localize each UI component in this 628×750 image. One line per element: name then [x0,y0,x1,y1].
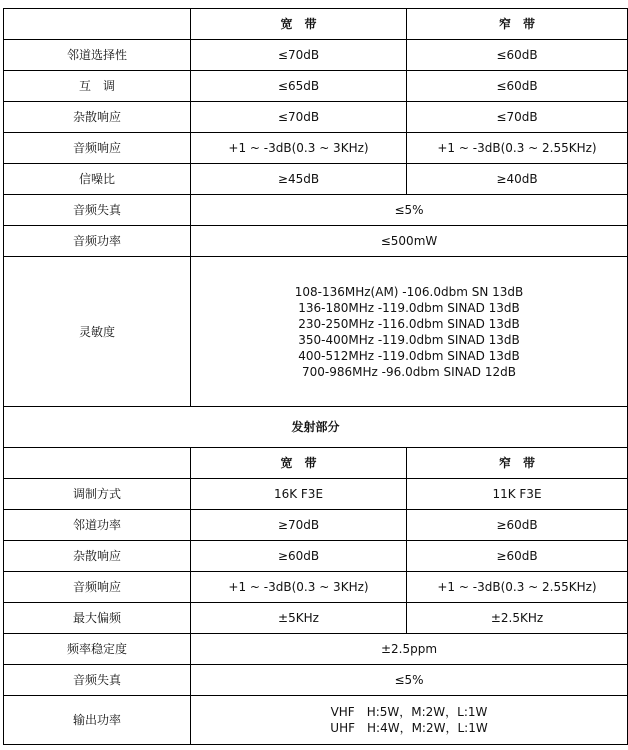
merged-value: ≤5% [191,195,628,226]
sensitivity-values [191,257,628,407]
output-power-row [4,696,628,745]
narrow-value: ≥60dB [407,541,628,572]
row-label: 频率稳定度 [4,634,191,665]
table-row [4,510,628,541]
wide-value: +1 ~ -3dB(0.3 ~ 3KHz) [191,572,407,603]
table-row [4,634,628,665]
header-wide: 宽 带 [191,9,407,40]
row-label: 最大偏频 [4,603,191,634]
wide-value: 16K F3E [191,479,407,510]
output-power-values [191,696,628,745]
output-power-line: UHF H:4W，M:2W，L:1W [330,721,488,735]
row-label: 调制方式 [4,479,191,510]
narrow-value: ±2.5KHz [407,603,628,634]
sensitivity-line: 400-512MHz -119.0dbm SINAD 13dB [298,348,520,363]
table-row [4,71,628,102]
row-label: 邻道功率 [4,510,191,541]
header-narrow: 窄 带 [407,448,628,479]
row-label: 音频响应 [4,572,191,603]
sensitivity-line: 700-986MHz -96.0dbm SINAD 12dB [302,364,516,379]
table-row [4,226,628,257]
row-label: 音频功率 [4,226,191,257]
table-row [4,541,628,572]
table-row [4,479,628,510]
row-label: 互 调 [4,71,191,102]
row-label: 输出功率 [4,696,191,745]
row-label: 灵敏度 [4,257,191,407]
transmit-header-row [4,448,628,479]
narrow-value: +1 ~ -3dB(0.3 ~ 2.55KHz) [407,572,628,603]
wide-value: ≥60dB [191,541,407,572]
wide-value: ≥70dB [191,510,407,541]
table-row [4,572,628,603]
merged-value: ≤5% [191,665,628,696]
row-label: 杂散响应 [4,102,191,133]
narrow-value: ≥60dB [407,510,628,541]
narrow-value: ≤60dB [407,40,628,71]
sensitivity-line: 108-136MHz(AM) -106.0dbm SN 13dB [294,284,524,299]
section-title: 发射部分 [4,407,628,448]
row-label: 音频失真 [4,195,191,226]
table-row [4,40,628,71]
wide-value: ≤70dB [191,40,407,71]
table-row [4,102,628,133]
section-title-row [4,407,628,448]
wide-value: ≥45dB [191,164,407,195]
wide-value: ≤65dB [191,71,407,102]
wide-value: ±5KHz [191,603,407,634]
header-wide: 宽 带 [191,448,407,479]
table-row [4,195,628,226]
merged-value: ±2.5ppm [191,634,628,665]
narrow-value: 11K F3E [407,479,628,510]
table-row [4,603,628,634]
sensitivity-line: 350-400MHz -119.0dbm SINAD 13dB [298,332,520,347]
wide-value: ≤70dB [191,102,407,133]
table-row [4,665,628,696]
wide-value: +1 ~ -3dB(0.3 ~ 3KHz) [191,133,407,164]
narrow-value: ≥40dB [407,164,628,195]
merged-value: ≤500mW [191,226,628,257]
header-label-cell [4,448,191,479]
narrow-value: +1 ~ -3dB(0.3 ~ 2.55KHz) [407,133,628,164]
header-narrow: 窄 带 [407,9,628,40]
row-label: 音频失真 [4,665,191,696]
row-label: 音频响应 [4,133,191,164]
row-label: 杂散响应 [4,541,191,572]
receive-header-row [4,9,628,40]
header-label-cell [4,9,191,40]
row-label: 信噪比 [4,164,191,195]
narrow-value: ≤70dB [407,102,628,133]
table-row [4,133,628,164]
table-row [4,164,628,195]
sensitivity-line: 136-180MHz -119.0dbm SINAD 13dB [298,300,520,315]
output-power-line: VHF H:5W，M:2W，L:1W [330,705,488,719]
sensitivity-row [4,257,628,407]
spec-table [3,8,628,745]
row-label: 邻道选择性 [4,40,191,71]
narrow-value: ≤60dB [407,71,628,102]
sensitivity-line: 230-250MHz -116.0dbm SINAD 13dB [298,316,520,331]
